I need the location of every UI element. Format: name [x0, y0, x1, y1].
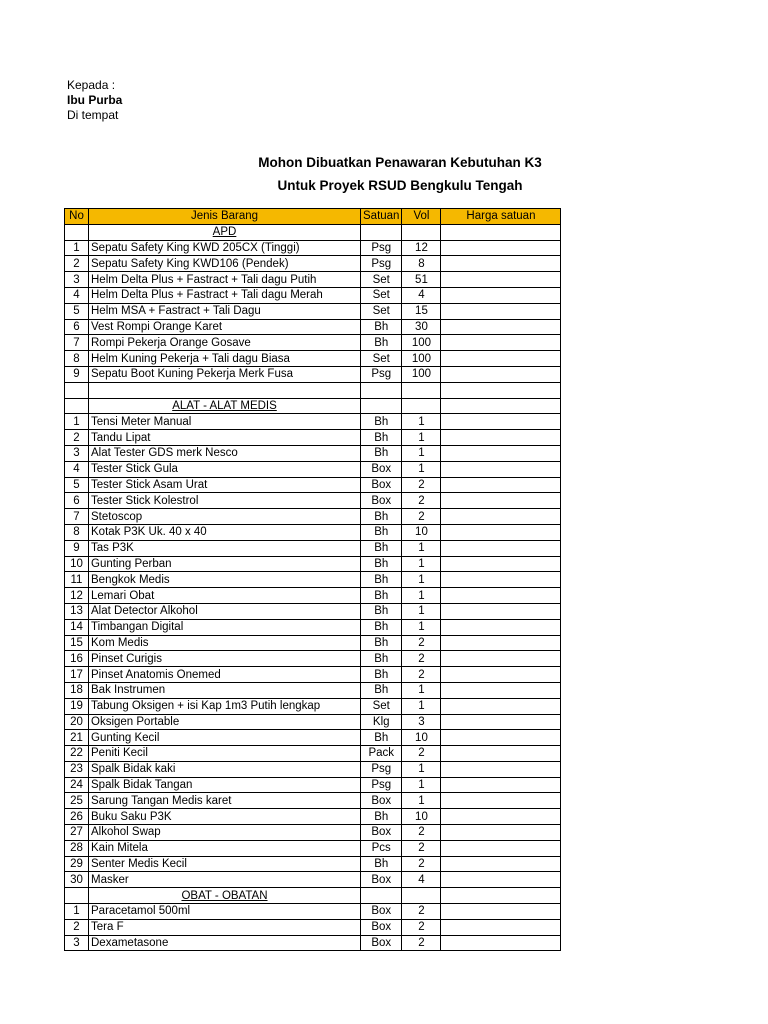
cell-unit: Bh	[361, 556, 402, 572]
cell-unit: Set	[361, 351, 402, 367]
cell-unit: Box	[361, 872, 402, 888]
table-row	[65, 746, 561, 762]
cell-no: 2	[65, 919, 89, 935]
cell-vol	[402, 382, 441, 398]
cell-vol: 1	[402, 461, 441, 477]
cell-unit: Bh	[361, 730, 402, 746]
address-block	[67, 78, 122, 123]
cell-no: 22	[65, 746, 89, 762]
cell-unit-price	[441, 272, 561, 288]
cell-unit-price	[441, 840, 561, 856]
cell-unit-price	[441, 935, 561, 951]
table-row	[65, 540, 561, 556]
table-row	[65, 730, 561, 746]
cell-no: 11	[65, 572, 89, 588]
cell-unit: Psg	[361, 777, 402, 793]
document-title-line1: Mohon Dibuatkan Penawaran Kebutuhan K3	[258, 155, 542, 170]
cell-unit-price	[441, 287, 561, 303]
table-row	[65, 872, 561, 888]
cell-item-name: Sarung Tangan Medis karet	[89, 793, 361, 809]
cell-vol: 1	[402, 793, 441, 809]
cell-unit: Box	[361, 919, 402, 935]
cell-item-name: Sepatu Safety King KWD106 (Pendek)	[89, 256, 361, 272]
cell-unit-price	[441, 919, 561, 935]
cell-no: 4	[65, 461, 89, 477]
cell-item-name: Alat Tester GDS merk Nesco	[89, 445, 361, 461]
cell-vol: 1	[402, 682, 441, 698]
cell-vol: 100	[402, 351, 441, 367]
cell-unit-price	[441, 777, 561, 793]
table-row	[65, 698, 561, 714]
cell-item-name: Tester Stick Asam Urat	[89, 477, 361, 493]
cell-no: 7	[65, 509, 89, 525]
cell-vol: 1	[402, 619, 441, 635]
cell-item-name: Tester Stick Gula	[89, 461, 361, 477]
cell-unit-price	[441, 730, 561, 746]
to-label: Kepada :	[67, 78, 116, 92]
table-row	[65, 793, 561, 809]
cell-no: 27	[65, 825, 89, 841]
cell-no: 14	[65, 619, 89, 635]
cell-no: 3	[65, 272, 89, 288]
cell-no: 2	[65, 430, 89, 446]
cell-unit-price	[441, 256, 561, 272]
cell-unit: Bh	[361, 588, 402, 604]
cell-unit: Psg	[361, 761, 402, 777]
cell-vol: 1	[402, 430, 441, 446]
cell-vol: 1	[402, 698, 441, 714]
cell-vol: 100	[402, 335, 441, 351]
cell-vol: 4	[402, 287, 441, 303]
section-row	[65, 224, 561, 240]
cell-unit-price	[441, 224, 561, 240]
cell-vol: 10	[402, 524, 441, 540]
cell-unit-price	[441, 319, 561, 335]
cell-no: 24	[65, 777, 89, 793]
cell-unit-price	[441, 572, 561, 588]
table-row	[65, 272, 561, 288]
cell-vol: 100	[402, 366, 441, 382]
cell-vol: 2	[402, 667, 441, 683]
cell-unit: Pcs	[361, 840, 402, 856]
cell-item-name: Buku Saku P3K	[89, 809, 361, 825]
cell-unit-price	[441, 635, 561, 651]
cell-item-name: Helm Delta Plus + Fastract + Tali dagu Putih	[89, 272, 361, 288]
cell-vol: 1	[402, 603, 441, 619]
cell-item-name: Sepatu Safety King KWD 205CX (Tinggi)	[89, 240, 361, 256]
cell-vol: 1	[402, 556, 441, 572]
cell-unit: Set	[361, 272, 402, 288]
cell-unit: Bh	[361, 856, 402, 872]
cell-vol: 1	[402, 588, 441, 604]
cell-vol: 2	[402, 477, 441, 493]
cell-no: 1	[65, 414, 89, 430]
header-vol: Vol	[402, 209, 441, 225]
header-no: No	[65, 209, 89, 225]
cell-unit-price	[441, 682, 561, 698]
table-row	[65, 919, 561, 935]
cell-no: 29	[65, 856, 89, 872]
cell-unit: Bh	[361, 682, 402, 698]
table-row	[65, 335, 561, 351]
document-title-line2: Untuk Proyek RSUD Bengkulu Tengah	[277, 178, 523, 193]
cell-unit-price	[441, 793, 561, 809]
cell-no: 5	[65, 303, 89, 319]
table-row	[65, 461, 561, 477]
cell-no: 16	[65, 651, 89, 667]
cell-no: 5	[65, 477, 89, 493]
table-row	[65, 445, 561, 461]
table-row	[65, 256, 561, 272]
table-row	[65, 651, 561, 667]
cell-item-name: Gunting Kecil	[89, 730, 361, 746]
section-title: OBAT - OBATAN	[89, 888, 361, 904]
cell-unit: Box	[361, 477, 402, 493]
cell-vol: 2	[402, 746, 441, 762]
cell-unit	[361, 224, 402, 240]
cell-unit-price	[441, 240, 561, 256]
cell-unit: Psg	[361, 256, 402, 272]
cell-unit: Bh	[361, 572, 402, 588]
cell-item-name: Bak Instrumen	[89, 682, 361, 698]
cell-unit: Bh	[361, 809, 402, 825]
cell-vol: 2	[402, 651, 441, 667]
cell-no: 30	[65, 872, 89, 888]
cell-no: 3	[65, 445, 89, 461]
cell-unit-price	[441, 524, 561, 540]
table-row	[65, 777, 561, 793]
table-row	[65, 603, 561, 619]
cell-no: 13	[65, 603, 89, 619]
cell-unit-price	[441, 398, 561, 414]
cell-item-name: Tandu Lipat	[89, 430, 361, 446]
cell-unit: Set	[361, 303, 402, 319]
table-row	[65, 714, 561, 730]
cell-unit: Box	[361, 493, 402, 509]
cell-no: 26	[65, 809, 89, 825]
header-unit-price: Harga satuan	[441, 209, 561, 225]
table-row	[65, 825, 561, 841]
cell-unit-price	[441, 761, 561, 777]
cell-unit-price	[441, 414, 561, 430]
cell-unit: Box	[361, 825, 402, 841]
cell-no: 6	[65, 319, 89, 335]
cell-no	[65, 398, 89, 414]
cell-unit: Bh	[361, 635, 402, 651]
cell-vol: 2	[402, 493, 441, 509]
cell-unit: Box	[361, 793, 402, 809]
cell-vol: 1	[402, 777, 441, 793]
cell-no	[65, 888, 89, 904]
cell-item-name: Spalk Bidak kaki	[89, 761, 361, 777]
cell-item-name: Tensi Meter Manual	[89, 414, 361, 430]
cell-unit: Box	[361, 904, 402, 920]
cell-vol: 1	[402, 761, 441, 777]
cell-unit: Bh	[361, 445, 402, 461]
cell-vol: 2	[402, 935, 441, 951]
cell-unit-price	[441, 430, 561, 446]
cell-unit: Pack	[361, 746, 402, 762]
table-row	[65, 935, 561, 951]
cell-unit-price	[441, 335, 561, 351]
cell-vol	[402, 398, 441, 414]
cell-item-name: Senter Medis Kecil	[89, 856, 361, 872]
cell-vol: 1	[402, 540, 441, 556]
table-row	[65, 477, 561, 493]
table-row	[65, 287, 561, 303]
cell-unit: Box	[361, 461, 402, 477]
cell-unit-price	[441, 872, 561, 888]
cell-unit: Bh	[361, 540, 402, 556]
cell-item-name: Tera F	[89, 919, 361, 935]
cell-unit	[361, 888, 402, 904]
cell-no: 2	[65, 256, 89, 272]
cell-no: 8	[65, 524, 89, 540]
cell-unit-price	[441, 493, 561, 509]
cell-item-name: Kom Medis	[89, 635, 361, 651]
header-item-name: Jenis Barang	[89, 209, 361, 225]
cell-no	[65, 382, 89, 398]
table-row	[65, 588, 561, 604]
cell-no: 15	[65, 635, 89, 651]
cell-no: 3	[65, 935, 89, 951]
cell-vol: 1	[402, 445, 441, 461]
cell-item-name: Stetoscop	[89, 509, 361, 525]
cell-unit-price	[441, 714, 561, 730]
cell-unit-price	[441, 445, 561, 461]
cell-unit: Bh	[361, 335, 402, 351]
table-row	[65, 572, 561, 588]
cell-no	[65, 224, 89, 240]
cell-item-name: Dexametasone	[89, 935, 361, 951]
cell-item-name: Tester Stick Kolestrol	[89, 493, 361, 509]
cell-vol: 3	[402, 714, 441, 730]
cell-unit-price	[441, 698, 561, 714]
cell-item-name: Kain Mitela	[89, 840, 361, 856]
cell-item-name: Alkohol Swap	[89, 825, 361, 841]
cell-unit: Bh	[361, 667, 402, 683]
table-row	[65, 761, 561, 777]
cell-vol: 2	[402, 919, 441, 935]
cell-no: 21	[65, 730, 89, 746]
cell-unit: Bh	[361, 414, 402, 430]
cell-item-name: Rompi Pekerja Orange Gosave	[89, 335, 361, 351]
table-header-row	[65, 209, 561, 225]
cell-unit-price	[441, 651, 561, 667]
cell-unit: Bh	[361, 509, 402, 525]
cell-unit: Psg	[361, 366, 402, 382]
cell-no: 6	[65, 493, 89, 509]
cell-vol: 51	[402, 272, 441, 288]
cell-unit-price	[441, 856, 561, 872]
cell-vol: 2	[402, 856, 441, 872]
cell-vol: 2	[402, 635, 441, 651]
cell-item-name: Pinset Curigis	[89, 651, 361, 667]
cell-unit-price	[441, 588, 561, 604]
cell-item-name	[89, 382, 361, 398]
recipient-name: Ibu Purba	[67, 93, 123, 107]
cell-unit-price	[441, 904, 561, 920]
table-row	[65, 366, 561, 382]
cell-no: 17	[65, 667, 89, 683]
table-row	[65, 351, 561, 367]
blank-row	[65, 382, 561, 398]
cell-item-name: Masker	[89, 872, 361, 888]
cell-no: 7	[65, 335, 89, 351]
cell-unit-price	[441, 809, 561, 825]
cell-no: 4	[65, 287, 89, 303]
cell-unit: Psg	[361, 240, 402, 256]
cell-unit-price	[441, 477, 561, 493]
place-text: Di tempat	[67, 108, 119, 122]
cell-unit: Set	[361, 698, 402, 714]
cell-item-name: Helm MSA + Fastract + Tali Dagu	[89, 303, 361, 319]
cell-vol: 2	[402, 840, 441, 856]
cell-vol: 1	[402, 572, 441, 588]
cell-item-name: Helm Delta Plus + Fastract + Tali dagu Merah	[89, 287, 361, 303]
cell-item-name: Sepatu Boot Kuning Pekerja Merk Fusa	[89, 366, 361, 382]
cell-unit-price	[441, 382, 561, 398]
cell-item-name: Lemari Obat	[89, 588, 361, 604]
cell-unit: Set	[361, 287, 402, 303]
cell-item-name: Spalk Bidak Tangan	[89, 777, 361, 793]
cell-unit-price	[441, 667, 561, 683]
cell-vol: 10	[402, 809, 441, 825]
cell-unit-price	[441, 509, 561, 525]
cell-item-name: Alat Detector Alkohol	[89, 603, 361, 619]
cell-unit-price	[441, 540, 561, 556]
cell-unit: Bh	[361, 603, 402, 619]
header-unit: Satuan	[361, 209, 402, 225]
table-row	[65, 414, 561, 430]
cell-unit: Bh	[361, 651, 402, 667]
cell-vol: 10	[402, 730, 441, 746]
table-row	[65, 493, 561, 509]
cell-unit-price	[441, 556, 561, 572]
cell-no: 28	[65, 840, 89, 856]
cell-unit: Bh	[361, 619, 402, 635]
cell-vol: 2	[402, 904, 441, 920]
section-row	[65, 888, 561, 904]
cell-item-name: Pinset Anatomis Onemed	[89, 667, 361, 683]
cell-no: 23	[65, 761, 89, 777]
cell-no: 20	[65, 714, 89, 730]
cell-unit: Box	[361, 935, 402, 951]
cell-unit	[361, 398, 402, 414]
table-row	[65, 319, 561, 335]
cell-vol: 4	[402, 872, 441, 888]
cell-item-name: Paracetamol 500ml	[89, 904, 361, 920]
table-row	[65, 856, 561, 872]
cell-unit-price	[441, 746, 561, 762]
cell-unit: Klg	[361, 714, 402, 730]
table-row	[65, 430, 561, 446]
cell-unit-price	[441, 825, 561, 841]
cell-vol	[402, 888, 441, 904]
cell-no: 9	[65, 540, 89, 556]
cell-unit-price	[441, 351, 561, 367]
cell-unit-price	[441, 461, 561, 477]
cell-no: 1	[65, 904, 89, 920]
items-table	[64, 208, 561, 951]
table-row	[65, 667, 561, 683]
section-row	[65, 398, 561, 414]
section-title: ALAT - ALAT MEDIS	[89, 398, 361, 414]
cell-no: 12	[65, 588, 89, 604]
table-row	[65, 809, 561, 825]
cell-no: 1	[65, 240, 89, 256]
cell-vol: 30	[402, 319, 441, 335]
cell-unit: Bh	[361, 430, 402, 446]
table-row	[65, 303, 561, 319]
cell-no: 10	[65, 556, 89, 572]
cell-item-name: Helm Kuning Pekerja + Tali dagu Biasa	[89, 351, 361, 367]
cell-unit-price	[441, 619, 561, 635]
section-title: APD	[89, 224, 361, 240]
cell-no: 8	[65, 351, 89, 367]
table-row	[65, 524, 561, 540]
cell-vol: 2	[402, 509, 441, 525]
cell-unit-price	[441, 303, 561, 319]
table-row	[65, 619, 561, 635]
cell-item-name: Gunting Perban	[89, 556, 361, 572]
cell-item-name: Bengkok Medis	[89, 572, 361, 588]
cell-unit	[361, 382, 402, 398]
table-row	[65, 509, 561, 525]
table-row	[65, 635, 561, 651]
table-row	[65, 904, 561, 920]
table-row	[65, 556, 561, 572]
cell-unit-price	[441, 366, 561, 382]
cell-unit: Bh	[361, 319, 402, 335]
cell-item-name: Oksigen Portable	[89, 714, 361, 730]
cell-unit: Bh	[361, 524, 402, 540]
cell-vol: 2	[402, 825, 441, 841]
cell-item-name: Tas P3K	[89, 540, 361, 556]
cell-vol	[402, 224, 441, 240]
cell-no: 9	[65, 366, 89, 382]
table-row	[65, 240, 561, 256]
cell-item-name: Kotak P3K Uk. 40 x 40	[89, 524, 361, 540]
cell-no: 19	[65, 698, 89, 714]
cell-vol: 15	[402, 303, 441, 319]
table-row	[65, 840, 561, 856]
cell-no: 25	[65, 793, 89, 809]
cell-vol: 12	[402, 240, 441, 256]
cell-unit-price	[441, 603, 561, 619]
cell-unit-price	[441, 888, 561, 904]
cell-item-name: Timbangan Digital	[89, 619, 361, 635]
table-row	[65, 682, 561, 698]
cell-vol: 1	[402, 414, 441, 430]
table-body	[65, 224, 561, 951]
cell-item-name: Peniti Kecil	[89, 746, 361, 762]
cell-no: 18	[65, 682, 89, 698]
cell-vol: 8	[402, 256, 441, 272]
cell-item-name: Tabung Oksigen + isi Kap 1m3 Putih lengkap	[89, 698, 361, 714]
cell-item-name: Vest Rompi Orange Karet	[89, 319, 361, 335]
